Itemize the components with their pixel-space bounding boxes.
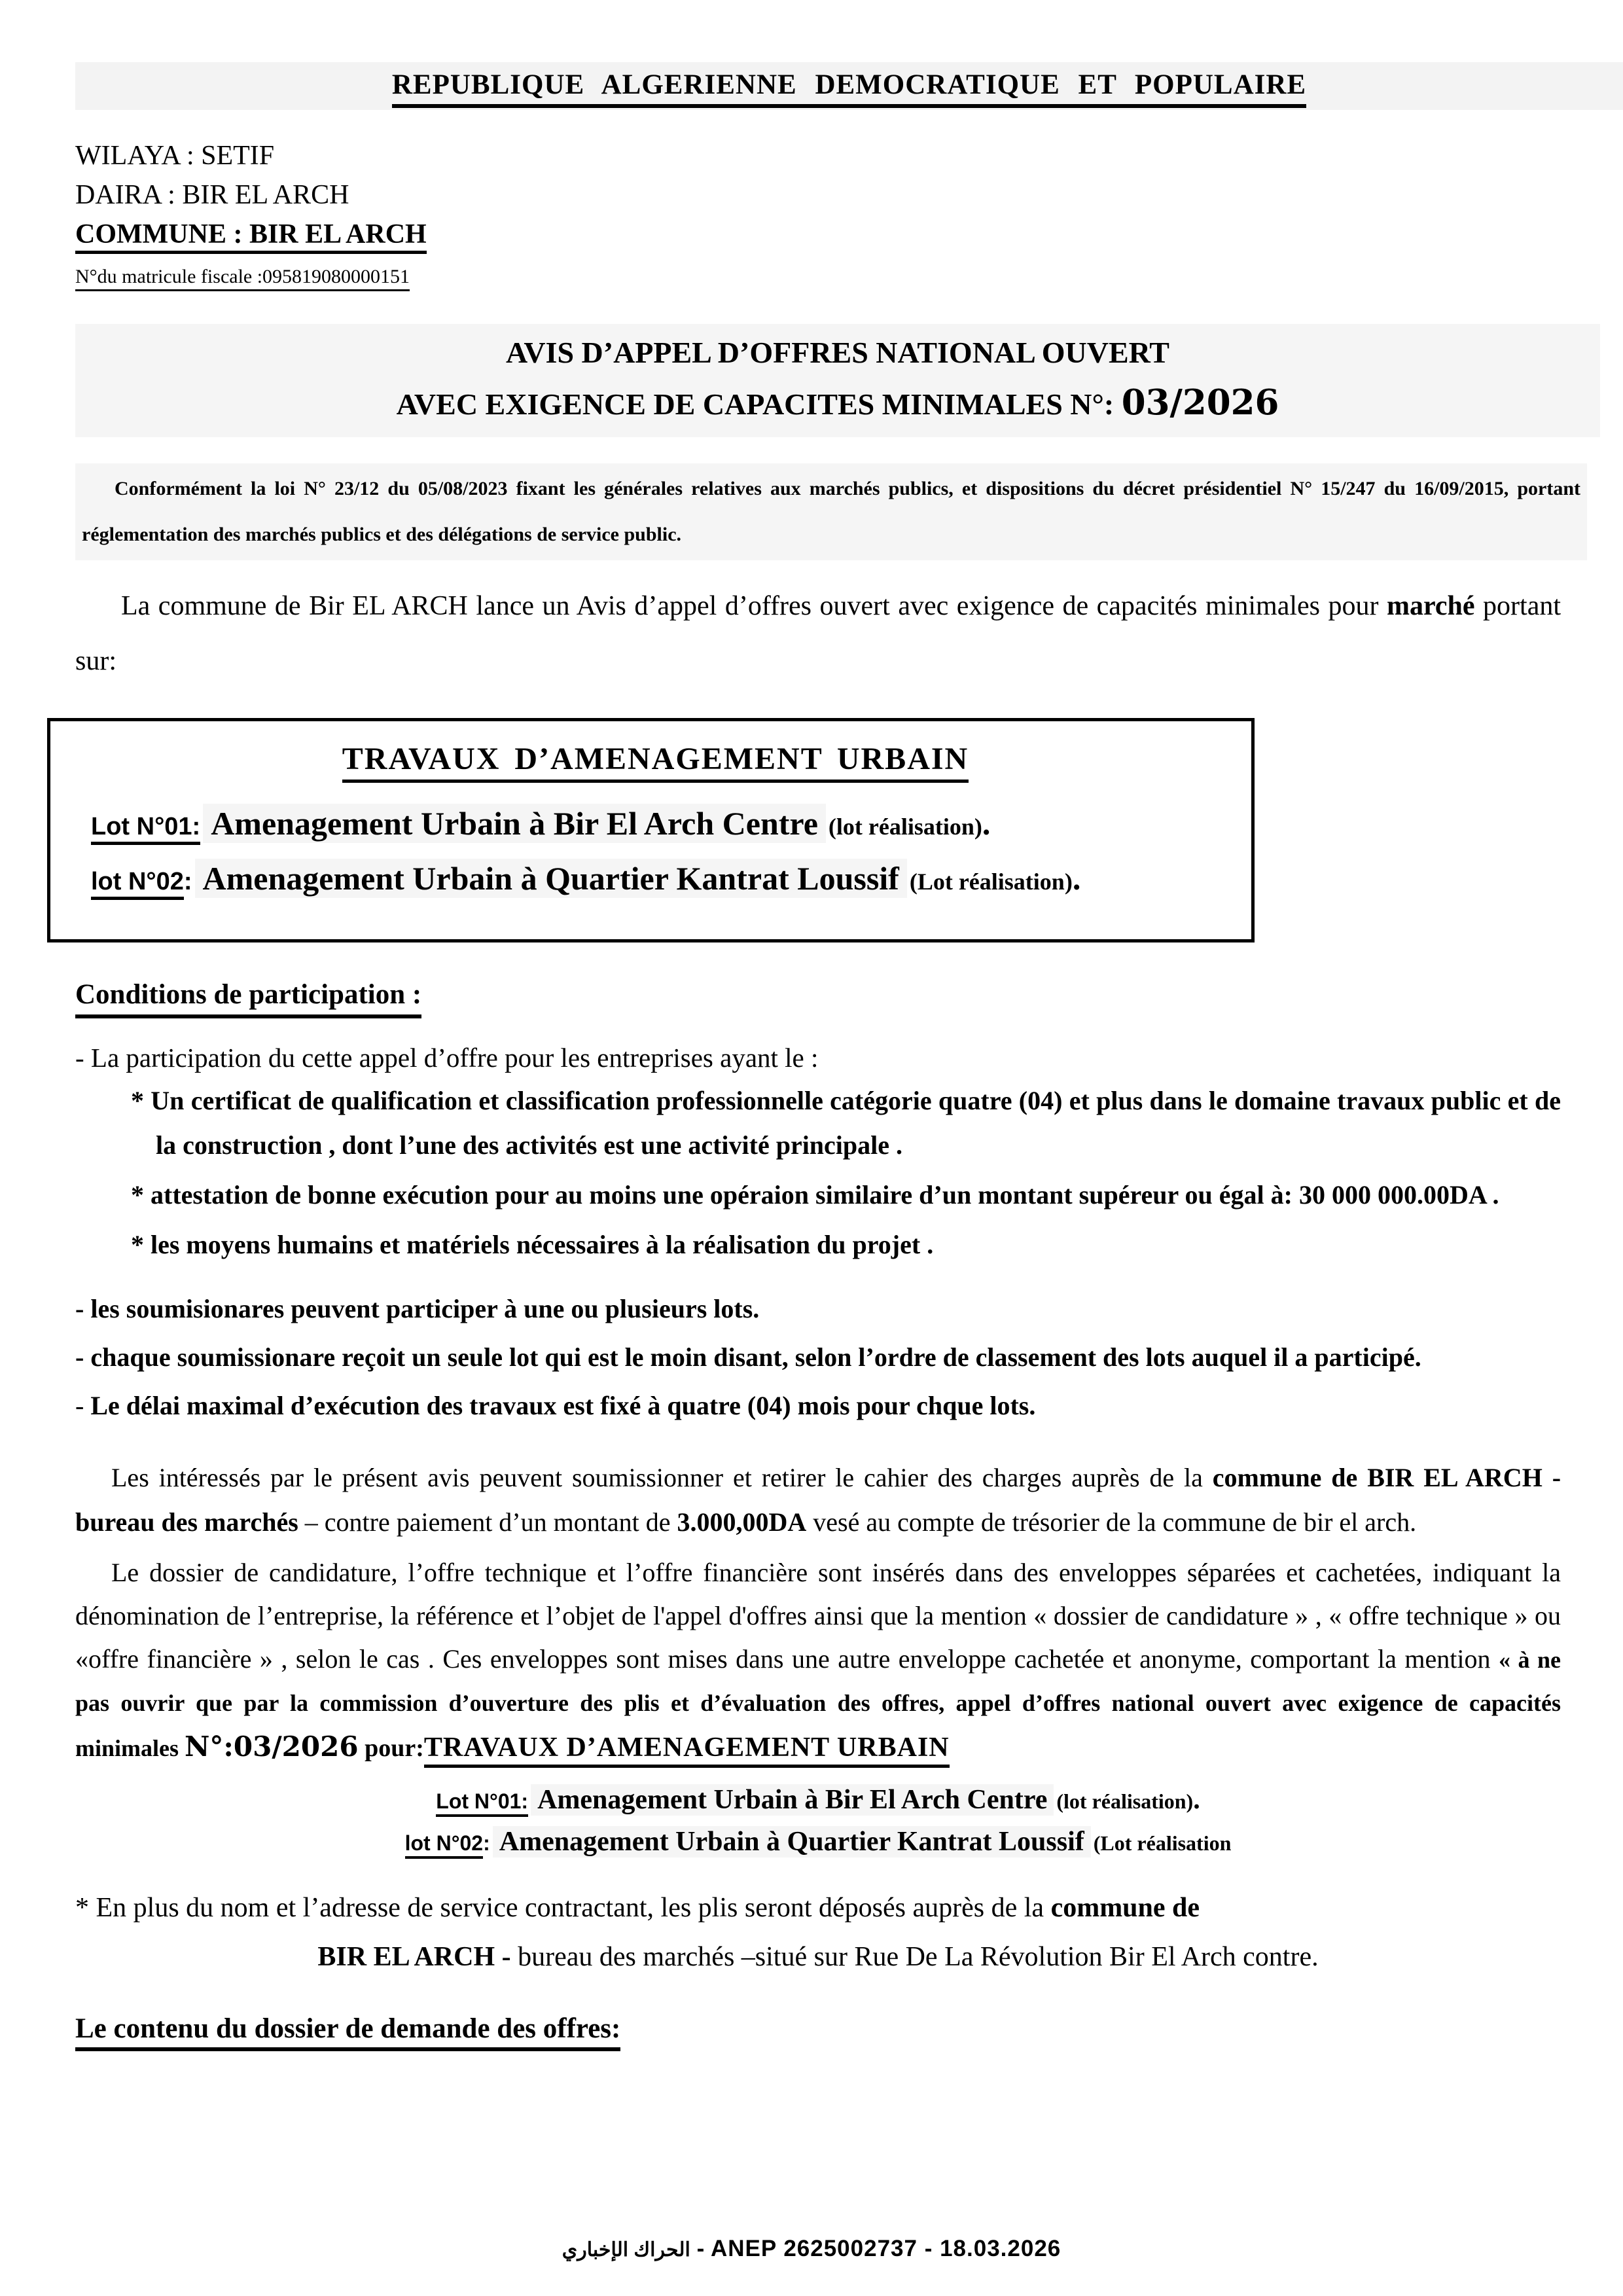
repeat-lot1-label: Lot N°01: [436, 1789, 528, 1817]
retrait-text-2: – contre paiement d’un montant de [298, 1507, 677, 1537]
deposit-line-2 [75, 1933, 1561, 1982]
intro-text-2: portant sur: [75, 591, 1561, 677]
deposit-bold-commune: commune de [1050, 1892, 1200, 1923]
notice-title-block [75, 324, 1600, 437]
envelopes-text: Le dossier de candidature, l’offre technique et l’offre financière sont insérés dans des enveloppes séparées et cachetées, indiquant la dénomination de l’entreprise, la référence et l’objet de l'appel d'offres ainsi que la mention « dossier de candidature » , « offre technique » ou «offre financière » , selon le cas . Ces enveloppes sont mises dans une autre enveloppe cachetée et anonyme, comportant la mention [75, 1558, 1561, 1674]
rules-list [75, 1287, 1561, 1428]
bullet-item-certificat: * Un certificat de qualification et classification professionnelle catégorie quatre (04) et plus dans le domaine travaux public et de la construction , dont l’une des activités est une activité principale . [131, 1086, 1561, 1160]
lot2-label: lot N°02 [91, 868, 184, 900]
rule-participation-lots [75, 1287, 1561, 1331]
notice-number: 03/2026 [1121, 382, 1279, 423]
retrait-bold-montant: 3.000,00DA [677, 1507, 807, 1537]
deposit-bold-bir-el-arch: BIR EL ARCH - [317, 1942, 518, 1973]
lot-row-1 [91, 804, 1232, 842]
lot2-name: Amenagement Urbain à Quartier Kantrat Loussif [195, 859, 907, 898]
legal-paragraph: Conformément la loi N° 23/12 du 05/08/2023 fixant les générales relatives aux marchés publics, et dispositions du décret présidentiel N° 15/247 du 16/09/2015, portant réglementation des marchés publics et des délégations de service public. [75, 463, 1587, 560]
rule2-text: chaque soumissionare reçoit un seule lot qui est le moin disant, selon l’ordre de classement des lots auquel il a participé. [84, 1342, 1421, 1372]
notice-title-line1: AVIS D’APPEL D’OFFRES NATIONAL OUVERT [506, 336, 1169, 370]
repeat-lot1-type: (lot réalisation) [1056, 1789, 1194, 1813]
deposit-text-1: * En plus du nom et l’adresse de service contractant, les plis seront déposés auprès de la [75, 1892, 1051, 1923]
repeated-lots-block [75, 1784, 1561, 1857]
republic-title-band [75, 62, 1623, 110]
repeat-lot2-label: lot N°02 [405, 1831, 483, 1859]
notice-title-line2 [75, 376, 1600, 429]
repeat-lot2-colon: : [483, 1831, 490, 1855]
admin-block [75, 136, 1561, 291]
content-heading-row [75, 2013, 1561, 2045]
deposit-text-2: bureau des marchés –situé sur Rue De La Révolution Bir El Arch contre. [518, 1942, 1319, 1973]
intro-paragraph [75, 579, 1561, 689]
intro-bold: marché [1387, 591, 1475, 622]
rule-attribution [75, 1335, 1561, 1380]
notice-title-line2-text: AVEC EXIGENCE DE CAPACITES MINIMALES N°: [396, 387, 1122, 422]
footer-anep-text: - ANEP 2625002737 - 18.03.2026 [696, 2236, 1061, 2261]
bullet-list [75, 1079, 1561, 1267]
deposit-paragraph [75, 1884, 1561, 1982]
lot1-label: Lot N°01: [91, 813, 200, 845]
envelopes-number: N°:03/2026 [185, 1731, 359, 1763]
lot2-period: . [1072, 860, 1081, 897]
matricule-text: N°du matricule fiscale :095819080000151 [75, 266, 410, 291]
footer-arabic-text: الحراك الإخباري [562, 2239, 690, 2261]
retrait-text-3: vesé au compte de trésorier de la commune de bir el arch. [806, 1507, 1417, 1537]
rule-delai [75, 1384, 1561, 1428]
retrait-paragraph [75, 1456, 1561, 1545]
lot2-colon: : [183, 868, 192, 896]
project-box-title-row [79, 741, 1232, 777]
footer-anep-line [0, 2236, 1623, 2262]
conditions-heading: Conditions de participation : [75, 979, 421, 1018]
project-title: TRAVAUX D’AMENAGEMENT URBAIN [342, 742, 969, 783]
envelopes-paragraph [75, 1551, 1561, 1770]
project-box [47, 718, 1255, 942]
lot1-name: Amenagement Urbain à Bir El Arch Centre [203, 804, 826, 843]
retrait-text-1: Les intéressés par le présent avis peuvent soumissionner et retirer le cahier des charges auprès de la [111, 1463, 1213, 1493]
rule1-text: les soumisionares peuvent participer à une ou plusieurs lots. [84, 1294, 760, 1324]
repeat-lot1-name: Amenagement Urbain à Bir El Arch Centre [531, 1784, 1054, 1816]
repeat-lot1-period: . [1193, 1784, 1200, 1815]
envelopes-objet: TRAVAUX D’AMENAGEMENT URBAIN [424, 1732, 950, 1768]
intro-text-1: La commune de Bir EL ARCH lance un Avis d’appel d’offres ouvert avec exigence de capacités minimales pour [121, 591, 1387, 622]
repeat-lot2-name: Amenagement Urbain à Quartier Kantrat Loussif [493, 1826, 1091, 1857]
rule2-dash: - [75, 1342, 84, 1372]
participation-line: - La participation du cette appel d’offre pour les entreprises ayant le : [75, 1043, 819, 1073]
bullet-item-moyens: * les moyens humains et matériels nécessaires à la réalisation du projet . [131, 1230, 934, 1260]
rule3-text: Le délai maximal d’exécution des travaux est fixé à quatre (04) mois pour chque lots. [84, 1391, 1036, 1421]
matricule-line [75, 263, 1561, 291]
daira-line: DAIRA : BIR EL ARCH [75, 180, 349, 211]
envelopes-pour: pour: [358, 1734, 424, 1763]
conditions-heading-row [75, 978, 1561, 1011]
lot1-period: . [982, 805, 991, 842]
lot-row-2 [91, 859, 1232, 897]
deposit-line-1 [75, 1884, 1561, 1933]
commune-line [75, 215, 1561, 254]
envelopes-mention-bold: « à ne pas ouvrir que par la commission d’ouverture des plis et d’évaluation des offres, appel d’offres national ouvert avec exigence de capacités minimales [75, 1647, 1561, 1762]
repeat-lot-row-2 [75, 1826, 1561, 1857]
lot2-type: (Lot réalisation) [909, 869, 1073, 895]
content-heading: Le contenu du dossier de demande des offres: [75, 2013, 620, 2051]
wilaya-line: WILAYA : SETIF [75, 141, 275, 171]
repeat-lot2-type: (Lot réalisation [1093, 1831, 1232, 1855]
repeat-lot-row-1 [75, 1784, 1561, 1816]
commune-text: COMMUNE : BIR EL ARCH [75, 219, 427, 254]
rule1-dash: - [75, 1294, 84, 1324]
retrait-bold-commune: commune de BIR EL ARCH - bureau des marchés [75, 1463, 1561, 1537]
bullet-item-attestation: * attestation de bonne exécution pour au moins une opéraion similaire d’un montant supéreur ou égal à: 30 000 000.00DA . [131, 1180, 1499, 1210]
republic-title: REPUBLIQUE ALGERIENNE DEMOCRATIQUE ET POPULAIRE [392, 69, 1306, 108]
rule3-dash: - [75, 1391, 84, 1421]
lot1-type: (lot réalisation) [828, 814, 982, 840]
